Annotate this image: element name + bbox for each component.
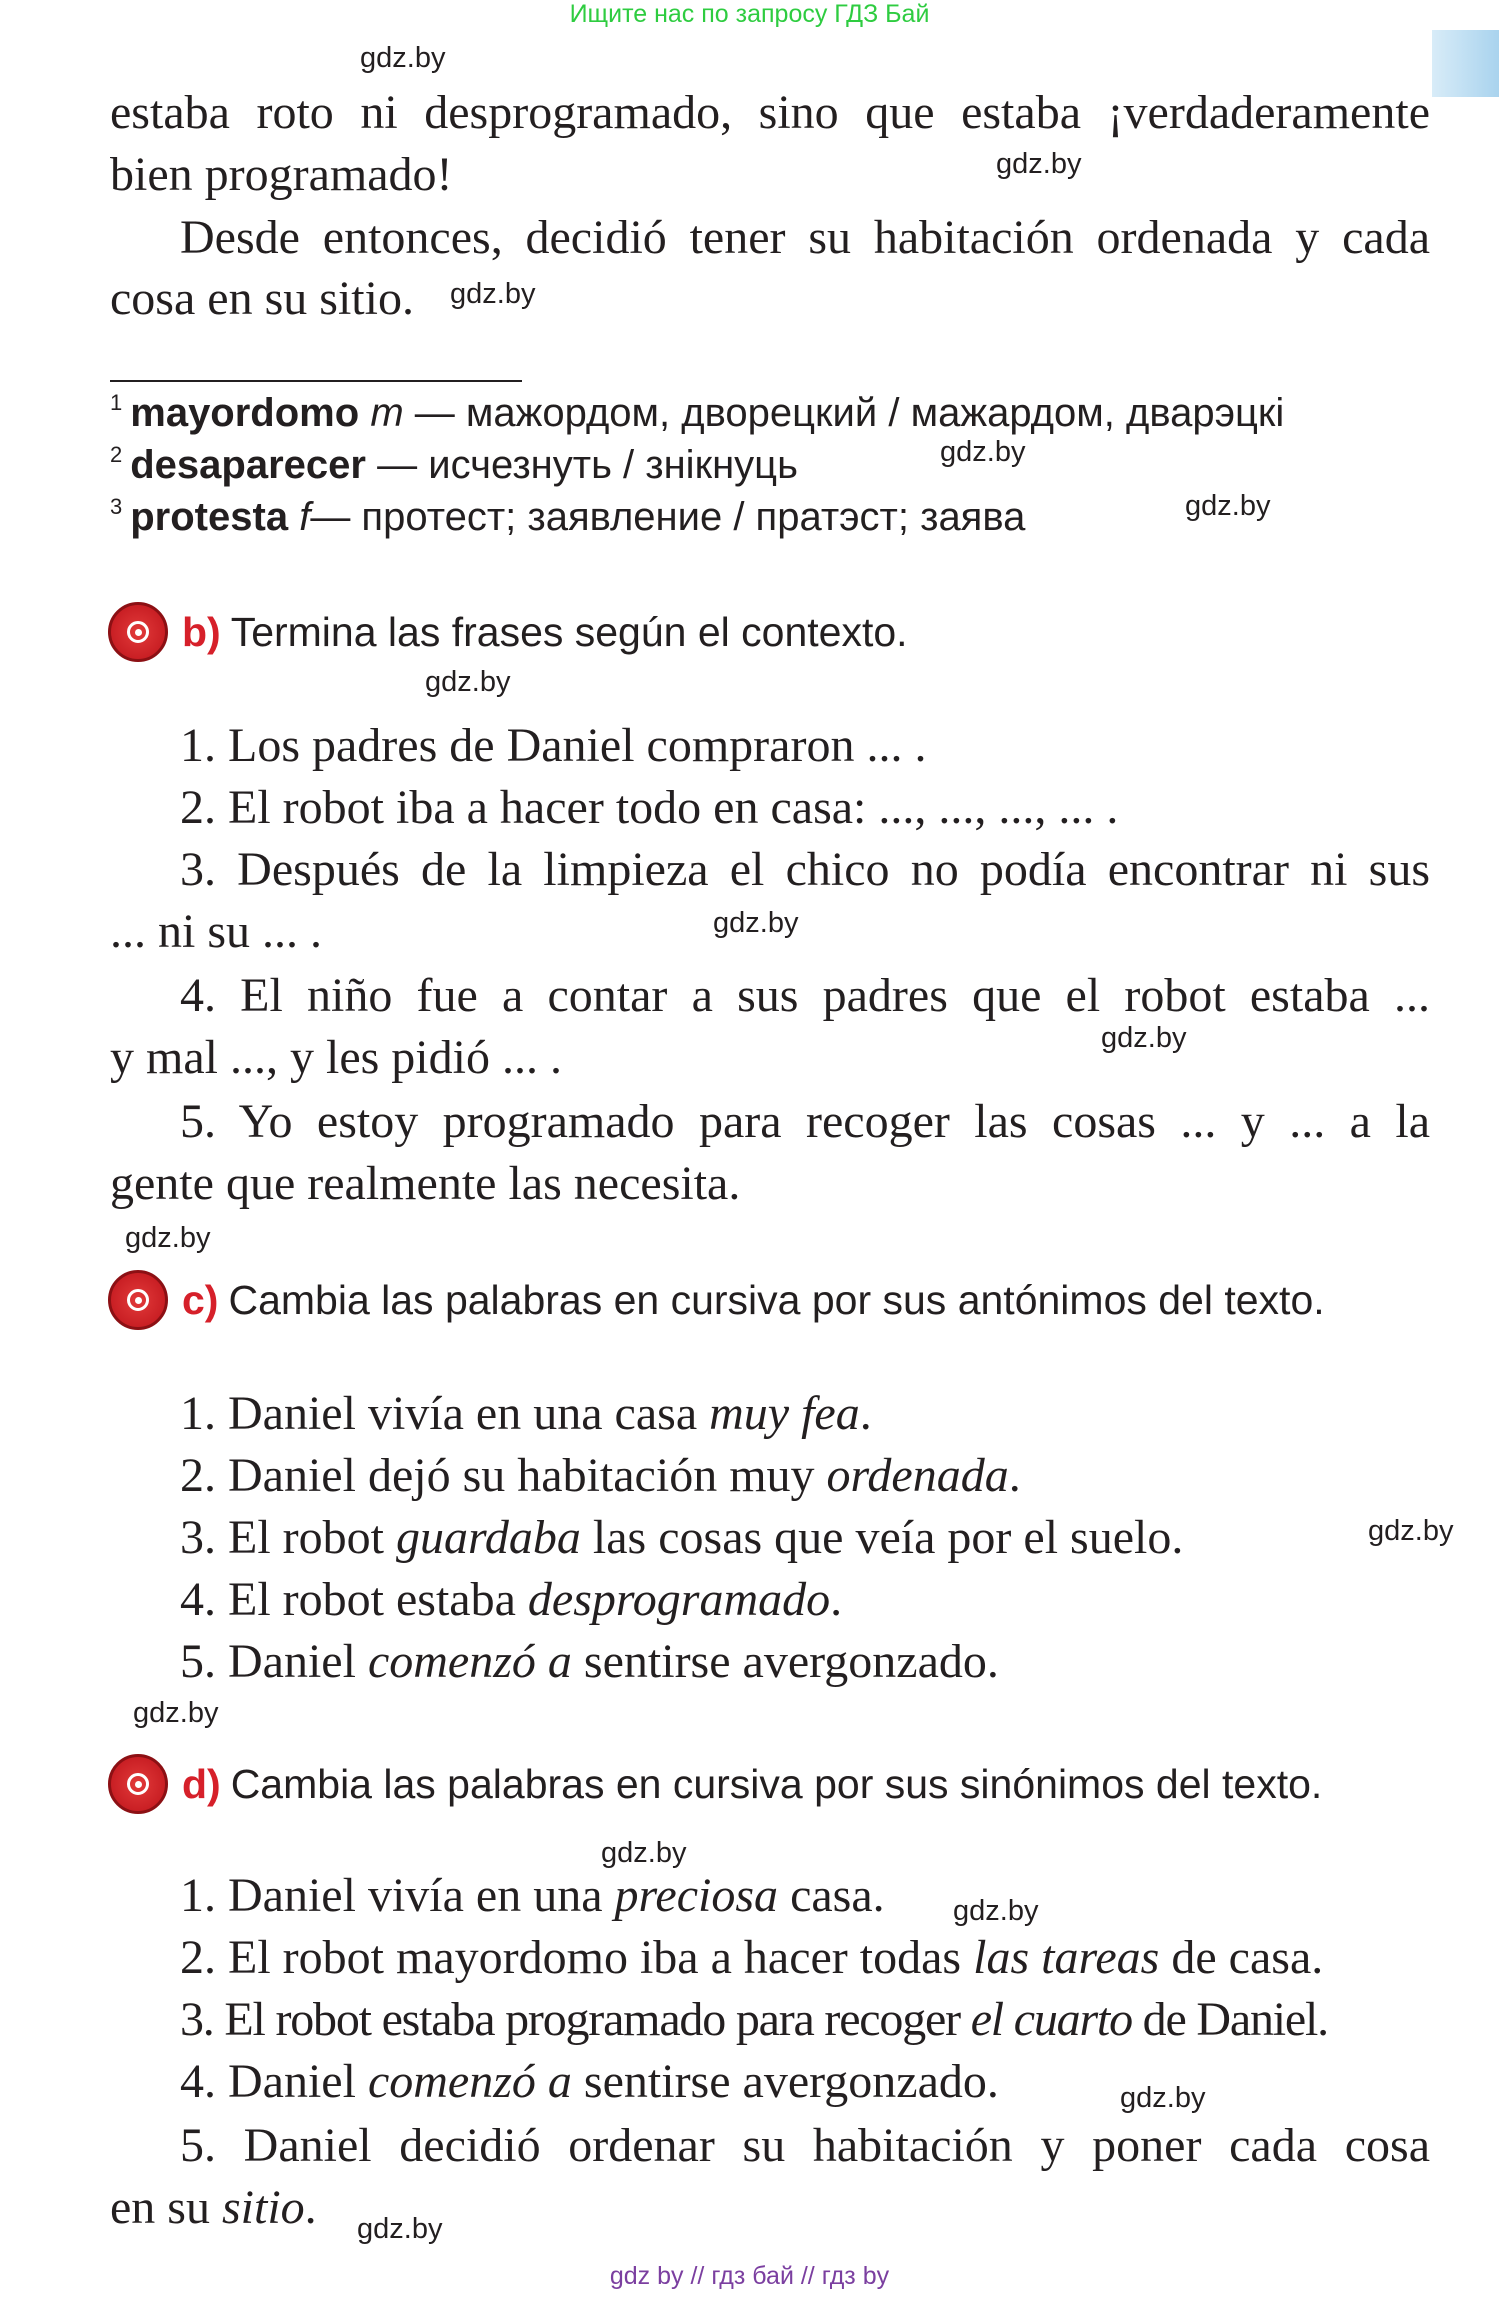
footnote-divider — [110, 380, 522, 382]
footnote: $^2$ desaparecer — исчезнуть / знікнуць — [110, 442, 798, 487]
task-b-item: 5. Yo estoy programado para recoger las cosas ... y ... a la — [180, 1095, 1430, 1148]
watermark: gdz.by — [1101, 1022, 1187, 1054]
task-c-item: 5. Daniel comenzó a sentirse avergonzado. — [180, 1635, 999, 1688]
watermark: gdz.by — [953, 1895, 1039, 1927]
task-c-item: 4. El robot estaba desprogramado. — [180, 1573, 843, 1626]
audio-disc-icon[interactable] — [108, 1270, 168, 1330]
task-c-item: 1. Daniel vivía en una casa muy fea. — [180, 1387, 872, 1440]
task-b-item: ... ni su ... . — [110, 905, 323, 958]
task-b-title: Termina las frases según el contexto. — [230, 608, 908, 655]
watermark: gdz.by — [425, 666, 511, 698]
task-d-item: 4. Daniel comenzó a sentirse avergonzado. — [180, 2055, 999, 2108]
task-d-item: 1. Daniel vivía en una preciosa casa. — [180, 1869, 885, 1922]
task-d-item: 2. El robot mayordomo iba a hacer todas las tareas de casa. — [180, 1931, 1324, 1984]
watermark: gdz.by — [1368, 1515, 1454, 1547]
watermark: gdz.by — [601, 1837, 687, 1869]
task-b-item: 2. El robot iba a hacer todo en casa: ..., ..., ..., ... . — [180, 781, 1119, 834]
watermark: gdz.by — [133, 1697, 219, 1729]
task-d-item: 5. Daniel decidió ordenar su habitación y poner cada cosa — [180, 2119, 1430, 2172]
watermark: gdz.by — [940, 436, 1026, 468]
task-c-item: 3. El robot guardaba las cosas que veía por el suelo. — [180, 1511, 1184, 1564]
intro-line: bien programado! — [110, 148, 453, 201]
task-c-item: 2. Daniel dejó su habitación muy ordenada. — [180, 1449, 1021, 1502]
intro-line: cosa en su sitio. — [110, 272, 414, 325]
task-b-item: 4. El niño fue a contar a sus padres que el robot estaba ... — [180, 969, 1430, 1022]
task-b-item: y mal ..., y les pidió ... . — [110, 1031, 562, 1084]
footnote: $^1$ mayordomo m — мажордом, дворецкий / мажардом, дварэцкі — [110, 390, 1285, 435]
task-d-item: 3. El robot estaba programado para recoger el cuarto de Daniel. — [180, 1993, 1328, 2046]
task-d-item: en su sitio. — [110, 2181, 317, 2234]
watermark: gdz.by — [1120, 2082, 1206, 2114]
task-d-title: Cambia las palabras en cursiva por sus sinónimos del texto. — [230, 1760, 1323, 1807]
watermark: gdz.by — [357, 2213, 443, 2245]
watermark: gdz.by — [450, 278, 536, 310]
task-b-item: gente que realmente las necesita. — [110, 1157, 741, 1210]
intro-line: estaba roto ni desprogramado, sino que estaba ¡verdaderamente — [110, 86, 1430, 139]
intro-line: Desde entonces, decidió tener su habitación ordenada y cada — [180, 211, 1430, 264]
task-b-item: 3. Después de la limpieza el chico no podía encontrar ni sus — [180, 843, 1430, 896]
corner-decoration — [1432, 30, 1499, 97]
task-c-heading: c) Cambia las palabras en cursiva por sus antónimos del texto. — [108, 1268, 1325, 1332]
watermark: gdz.by — [360, 42, 446, 74]
task-d-heading: d) Cambia las palabras en cursiva por sus sinónimos del texto. — [108, 1752, 1322, 1816]
top-banner: Ищите нас по запросу ГДЗ Бай — [569, 0, 930, 28]
footnote: $^3$ protesta f— протест; заявление / пратэст; заява — [110, 494, 1026, 539]
audio-disc-icon[interactable] — [108, 1754, 168, 1814]
watermark: gdz.by — [996, 148, 1082, 180]
task-b-heading: b) Termina las frases según el contexto. — [108, 600, 908, 664]
footer-links: gdz by // гдз бай // гдз by — [609, 2262, 890, 2290]
watermark: gdz.by — [125, 1222, 211, 1254]
task-c-title: Cambia las palabras en cursiva por sus antónimos del texto. — [228, 1276, 1325, 1323]
audio-disc-icon[interactable] — [108, 602, 168, 662]
task-b-item: 1. Los padres de Daniel compraron ... . — [180, 719, 927, 772]
watermark: gdz.by — [1185, 490, 1271, 522]
watermark: gdz.by — [713, 907, 799, 939]
